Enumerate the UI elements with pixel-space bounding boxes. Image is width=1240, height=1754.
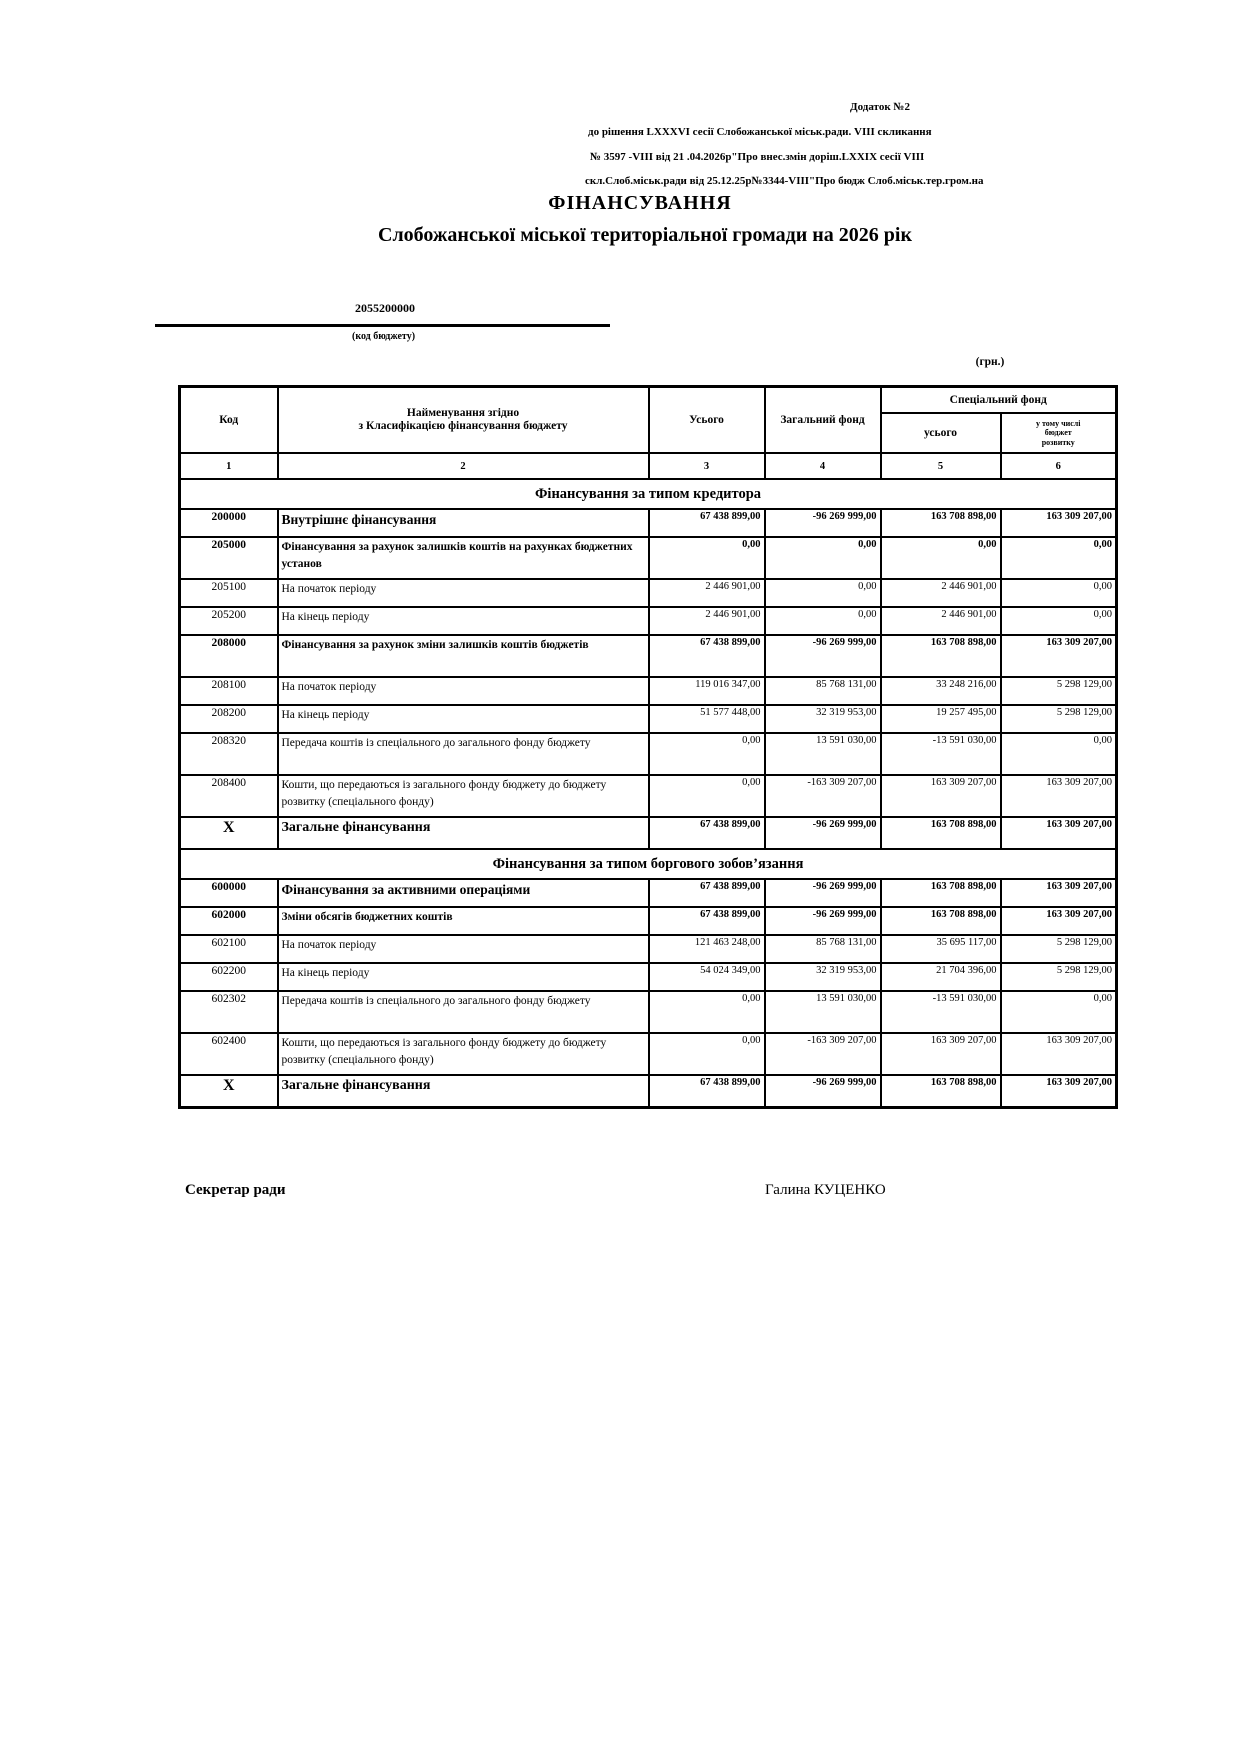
row-code-cell: 208320 bbox=[180, 733, 278, 775]
currency-units-note: (грн.) bbox=[975, 356, 1005, 368]
row-code-cell: 602400 bbox=[180, 1033, 278, 1075]
budget-code-value: 2055200000 bbox=[355, 301, 415, 315]
amount-dev-budget-cell: 163 309 207,00 bbox=[1001, 1075, 1117, 1107]
section-header-row bbox=[180, 479, 1117, 509]
amount-dev-budget-cell: 0,00 bbox=[1001, 733, 1117, 775]
finance-table-body bbox=[180, 479, 1117, 1107]
amount-dev-budget-cell: 163 309 207,00 bbox=[1001, 907, 1117, 935]
amount-total-cell: 67 438 899,00 bbox=[649, 509, 765, 537]
row-code-cell: 602100 bbox=[180, 935, 278, 963]
header-dev-line1: у тому числі bbox=[1035, 418, 1081, 428]
header-name-line2: з Класифікацією фінансування бюджету bbox=[358, 420, 568, 432]
row-name-cell: Передача коштів із спеціального до загального фонду бюджету bbox=[278, 991, 649, 1033]
amount-special-fund-cell: -13 591 030,00 bbox=[881, 991, 1001, 1033]
amount-total-cell: 0,00 bbox=[649, 1033, 765, 1075]
column-number: 5 bbox=[881, 453, 1001, 479]
amount-general-fund-cell: -163 309 207,00 bbox=[765, 1033, 881, 1075]
amount-special-fund-cell: 163 708 898,00 bbox=[881, 907, 1001, 935]
amount-general-fund-cell: 0,00 bbox=[765, 537, 881, 579]
column-numbers-row bbox=[180, 453, 1117, 479]
signer-name: Галина КУЦЕНКО bbox=[765, 1182, 886, 1198]
amount-special-fund-cell: 19 257 495,00 bbox=[881, 705, 1001, 733]
header-total: Усього bbox=[649, 387, 765, 454]
row-code-cell: 205200 bbox=[180, 607, 278, 635]
amount-general-fund-cell: 0,00 bbox=[765, 579, 881, 607]
amount-total-cell: 51 577 448,00 bbox=[649, 705, 765, 733]
amount-special-fund-cell: 21 704 396,00 bbox=[881, 963, 1001, 991]
row-name-cell: Кошти, що передаються із загального фонду бюджету до бюджету розвитку (спеціального фонду) bbox=[278, 775, 649, 817]
header-special-fund: Спеціальний фонд bbox=[881, 387, 1117, 414]
page-title: ФІНАНСУВАННЯ bbox=[548, 192, 732, 214]
table-row bbox=[180, 817, 1117, 849]
row-name-cell: На початок періоду bbox=[278, 579, 649, 607]
amount-total-cell: 0,00 bbox=[649, 991, 765, 1033]
amount-special-fund-cell: 163 708 898,00 bbox=[881, 509, 1001, 537]
row-name-cell: Фінансування за активними операціями bbox=[278, 879, 649, 907]
amount-dev-budget-cell: 5 298 129,00 bbox=[1001, 705, 1117, 733]
amount-total-cell: 2 446 901,00 bbox=[649, 607, 765, 635]
table-row bbox=[180, 509, 1117, 537]
amount-dev-budget-cell: 5 298 129,00 bbox=[1001, 963, 1117, 991]
column-number: 6 bbox=[1001, 453, 1117, 479]
amount-special-fund-cell: 163 708 898,00 bbox=[881, 635, 1001, 677]
amount-general-fund-cell: -96 269 999,00 bbox=[765, 509, 881, 537]
amount-general-fund-cell: 13 591 030,00 bbox=[765, 733, 881, 775]
row-code-cell: 208400 bbox=[180, 775, 278, 817]
table-row bbox=[180, 1033, 1117, 1075]
header-dev-line2: бюджет bbox=[1044, 428, 1072, 438]
row-name-cell: Кошти, що передаються із загального фонду бюджету до бюджету розвитку (спеціального фонду) bbox=[278, 1033, 649, 1075]
amount-total-cell: 67 438 899,00 bbox=[649, 817, 765, 849]
amount-dev-budget-cell: 163 309 207,00 bbox=[1001, 879, 1117, 907]
amount-general-fund-cell: 32 319 953,00 bbox=[765, 705, 881, 733]
row-code-cell: 205100 bbox=[180, 579, 278, 607]
amount-total-cell: 2 446 901,00 bbox=[649, 579, 765, 607]
amount-general-fund-cell: -96 269 999,00 bbox=[765, 879, 881, 907]
amount-special-fund-cell: 2 446 901,00 bbox=[881, 579, 1001, 607]
row-name-cell: Загальне фінансування bbox=[278, 817, 649, 849]
amount-total-cell: 67 438 899,00 bbox=[649, 635, 765, 677]
signer-position-title: Секретар ради bbox=[185, 1182, 286, 1198]
row-name-cell: Зміни обсягів бюджетних коштів bbox=[278, 907, 649, 935]
row-code-cell: 205000 bbox=[180, 537, 278, 579]
section-title: Фінансування за типом кредитора bbox=[180, 479, 1117, 509]
row-name-cell: На початок періоду bbox=[278, 677, 649, 705]
column-number: 1 bbox=[180, 453, 278, 479]
row-name-cell: Фінансування за рахунок залишків коштів на рахунках бюджетних установ bbox=[278, 537, 649, 579]
table-row bbox=[180, 607, 1117, 635]
header-special-total: усього bbox=[881, 413, 1001, 453]
table-row bbox=[180, 579, 1117, 607]
amount-special-fund-cell: -13 591 030,00 bbox=[881, 733, 1001, 775]
row-code-cell: X bbox=[180, 817, 278, 849]
amount-general-fund-cell: -96 269 999,00 bbox=[765, 1075, 881, 1107]
amount-dev-budget-cell: 0,00 bbox=[1001, 607, 1117, 635]
section-header-row bbox=[180, 849, 1117, 879]
amount-general-fund-cell: -163 309 207,00 bbox=[765, 775, 881, 817]
table-row bbox=[180, 775, 1117, 817]
table-row bbox=[180, 991, 1117, 1033]
column-number: 2 bbox=[278, 453, 649, 479]
amount-total-cell: 0,00 bbox=[649, 775, 765, 817]
financing-table bbox=[178, 385, 1118, 1109]
appendix-source-line: скл.Слоб.міськ.ради від 25.12.25р№3344-VIII"Про бюдж Слоб.міськ.тер.гром.на bbox=[585, 175, 984, 187]
table-row bbox=[180, 879, 1117, 907]
amount-total-cell: 121 463 248,00 bbox=[649, 935, 765, 963]
row-code-cell: 208200 bbox=[180, 705, 278, 733]
amount-special-fund-cell: 163 708 898,00 bbox=[881, 817, 1001, 849]
row-name-cell: Фінансування за рахунок зміни залишків коштів бюджетів bbox=[278, 635, 649, 677]
amount-dev-budget-cell: 5 298 129,00 bbox=[1001, 677, 1117, 705]
appendix-decision-line: до рішення LXXXVI сесії Слобожанської міськ.ради. VIII скликання bbox=[588, 126, 932, 138]
row-code-cell: 602302 bbox=[180, 991, 278, 1033]
table-row bbox=[180, 907, 1117, 935]
budget-code-label: (код бюджету) bbox=[352, 331, 416, 342]
table-row bbox=[180, 705, 1117, 733]
header-name bbox=[278, 387, 649, 454]
header-dev-line3: розвитку bbox=[1041, 437, 1075, 447]
table-row bbox=[180, 635, 1117, 677]
page-subtitle: Слобожанської міської територіальної громади на 2026 рік bbox=[378, 224, 912, 246]
amount-general-fund-cell: 32 319 953,00 bbox=[765, 963, 881, 991]
amount-general-fund-cell: 85 768 131,00 bbox=[765, 677, 881, 705]
amount-general-fund-cell: -96 269 999,00 bbox=[765, 817, 881, 849]
column-number: 3 bbox=[649, 453, 765, 479]
amount-general-fund-cell: 0,00 bbox=[765, 607, 881, 635]
row-code-cell: 602000 bbox=[180, 907, 278, 935]
row-code-cell: 208100 bbox=[180, 677, 278, 705]
row-name-cell: На початок періоду bbox=[278, 935, 649, 963]
amount-special-fund-cell: 33 248 216,00 bbox=[881, 677, 1001, 705]
amount-total-cell: 67 438 899,00 bbox=[649, 879, 765, 907]
header-name-line1: Найменування згідно bbox=[406, 407, 520, 419]
row-name-cell: На кінець періоду bbox=[278, 705, 649, 733]
amount-general-fund-cell: 85 768 131,00 bbox=[765, 935, 881, 963]
amount-special-fund-cell: 35 695 117,00 bbox=[881, 935, 1001, 963]
table-row bbox=[180, 537, 1117, 579]
amount-dev-budget-cell: 163 309 207,00 bbox=[1001, 775, 1117, 817]
amount-total-cell: 119 016 347,00 bbox=[649, 677, 765, 705]
column-number: 4 bbox=[765, 453, 881, 479]
amount-total-cell: 67 438 899,00 bbox=[649, 907, 765, 935]
appendix-number-line: Додаток №2 bbox=[850, 101, 910, 113]
amount-total-cell: 0,00 bbox=[649, 733, 765, 775]
row-code-cell: 602200 bbox=[180, 963, 278, 991]
table-row bbox=[180, 1075, 1117, 1107]
amount-general-fund-cell: -96 269 999,00 bbox=[765, 635, 881, 677]
row-code-cell: 208000 bbox=[180, 635, 278, 677]
amount-special-fund-cell: 2 446 901,00 bbox=[881, 607, 1001, 635]
amount-general-fund-cell: 13 591 030,00 bbox=[765, 991, 881, 1033]
row-name-cell: Передача коштів із спеціального до загального фонду бюджету bbox=[278, 733, 649, 775]
amount-special-fund-cell: 163 708 898,00 bbox=[881, 1075, 1001, 1107]
table-row bbox=[180, 733, 1117, 775]
amount-dev-budget-cell: 0,00 bbox=[1001, 537, 1117, 579]
row-code-cell: X bbox=[180, 1075, 278, 1107]
amount-special-fund-cell: 163 309 207,00 bbox=[881, 775, 1001, 817]
row-name-cell: На кінець періоду bbox=[278, 963, 649, 991]
header-dev-budget bbox=[1001, 413, 1117, 453]
amount-special-fund-cell: 163 708 898,00 bbox=[881, 879, 1001, 907]
table-row bbox=[180, 935, 1117, 963]
amount-total-cell: 0,00 bbox=[649, 537, 765, 579]
header-general-fund: Загальний фонд bbox=[765, 387, 881, 454]
table-row bbox=[180, 677, 1117, 705]
amount-dev-budget-cell: 163 309 207,00 bbox=[1001, 509, 1117, 537]
section-title: Фінансування за типом боргового зобов’язання bbox=[180, 849, 1117, 879]
amount-total-cell: 67 438 899,00 bbox=[649, 1075, 765, 1107]
table-row bbox=[180, 963, 1117, 991]
header-code: Код bbox=[180, 387, 278, 454]
row-name-cell: Загальне фінансування bbox=[278, 1075, 649, 1107]
amount-dev-budget-cell: 163 309 207,00 bbox=[1001, 817, 1117, 849]
row-name-cell: На кінець періоду bbox=[278, 607, 649, 635]
amount-special-fund-cell: 163 309 207,00 bbox=[881, 1033, 1001, 1075]
amount-dev-budget-cell: 0,00 bbox=[1001, 991, 1117, 1033]
row-name-cell: Внутрішнє фінансування bbox=[278, 509, 649, 537]
amount-dev-budget-cell: 163 309 207,00 bbox=[1001, 635, 1117, 677]
budget-code-underline bbox=[155, 324, 610, 327]
amount-general-fund-cell: -96 269 999,00 bbox=[765, 907, 881, 935]
amount-dev-budget-cell: 163 309 207,00 bbox=[1001, 1033, 1117, 1075]
appendix-reference-line: № 3597 -VIII від 21 .04.2026р"Про внес.змін доріш.LXXIX сесії VIII bbox=[590, 151, 925, 163]
amount-dev-budget-cell: 0,00 bbox=[1001, 579, 1117, 607]
amount-dev-budget-cell: 5 298 129,00 bbox=[1001, 935, 1117, 963]
amount-total-cell: 54 024 349,00 bbox=[649, 963, 765, 991]
amount-special-fund-cell: 0,00 bbox=[881, 537, 1001, 579]
row-code-cell: 600000 bbox=[180, 879, 278, 907]
table-header bbox=[180, 387, 1117, 480]
row-code-cell: 200000 bbox=[180, 509, 278, 537]
